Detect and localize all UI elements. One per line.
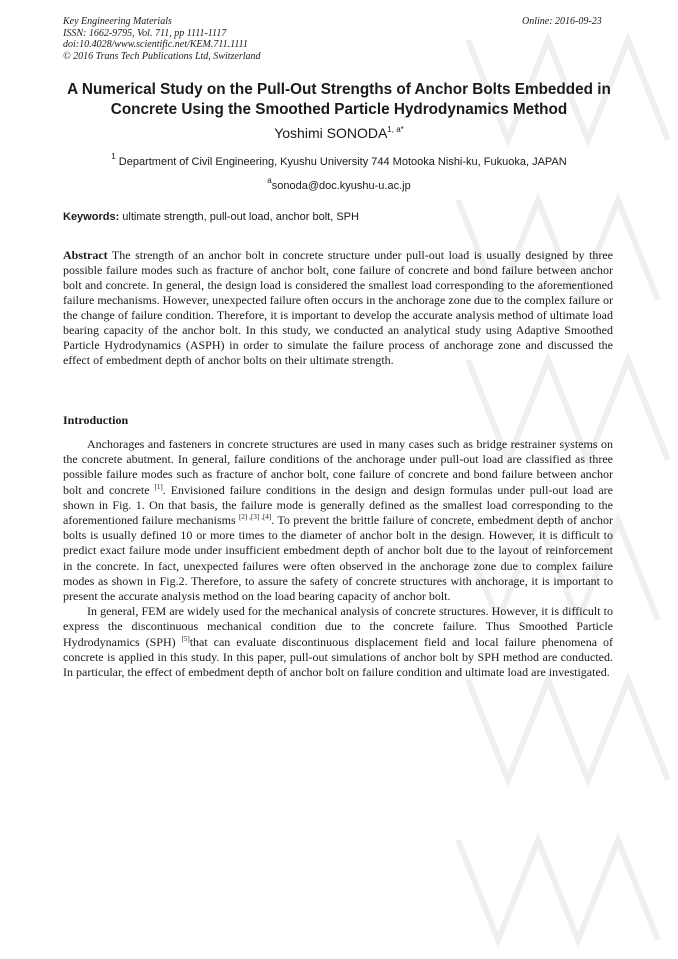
keywords [63,211,359,223]
doi-line: doi:10.4028/www.scientific.net/KEM.711.1111 [63,39,248,50]
intro-p1-text-a: Anchorages and fasteners in concrete structures are used in many cases such as bridge restrainer systems on the concrete abutment. In general, failure conditions of the anchorage under pull-out load are classified as three possible failure modes such as fracture of anchor bolt, cone failure of concrete and bond failure between anchor bolt and concrete [63,437,613,497]
issn-line: ISSN: 1662-9795, Vol. 711, pp 1111-1117 [63,27,227,39]
paper-title: A Numerical Study on the Pull-Out Strengths of Anchor Bolts Embedded in Concrete Using the Smoothed Particle Hydrodynamics Method [67,81,611,118]
affiliation-mark: 1 [111,152,116,161]
intro-paragraph-1 [63,437,613,604]
introduction-body [63,437,613,680]
intro-p2-text-a: In general, FEM are widely used for the mechanical analysis of concrete structures. However, it is difficult to express the discontinuous mechanical condition due to the concrete failure. Thus Smoothed Particle Hydrodynamics (SPH) [63,604,613,649]
author-marks: 1, a* [387,125,404,134]
author-name: Yoshimi SONODA [274,125,388,141]
affiliation-text: Department of Civil Engineering, Kyushu University 744 Motooka Nishi-ku, Fukuoka, JAPAN [115,156,567,168]
abstract [63,248,613,368]
journal-name: Key Engineering Materials [63,16,172,27]
keywords-text: ultimate strength, pull-out load, anchor bolt, SPH [119,211,359,223]
citation-ref-1[interactable]: [1] [154,482,163,491]
section-heading-introduction: Introduction [63,413,129,427]
author-line [0,125,678,141]
online-date: Online: 2016-09-23 [522,16,602,27]
keywords-label: Keywords: [63,211,120,223]
intro-paragraph-2 [63,604,613,680]
email-line [0,176,678,192]
copyright-line: © 2016 Trans Tech Publications Ltd, Switzerland [63,50,261,62]
email-mark: a [267,176,272,185]
email-address[interactable]: sonoda@doc.kyushu-u.ac.jp [271,180,411,192]
intro-p2-text-b: that can evaluate discontinuous displacement field and local failure phenomena of concrete is applied in this study. In this paper, pull-out simulations of anchor bolt by SPH method are conducted. In particular, the effect of embedment depth of anchor bolt on failure condition and ultimate load are investigated. [63,634,613,680]
citation-ref-5[interactable]: [5] [181,634,190,643]
intro-p1-text-c: . To prevent the brittle failure of concrete, embedment depth of anchor bolts is usually defined 10 or more times to the diameter of anchor bolt in the design. However, it is difficult to predict exact failure mode under insufficient embedment depth of anchor bolt due to the layout of reinforcement in the concrete. In fact, unexpected failures were often observed in the anchorage zone due to complex failure modes as shown in Fig.2. Therefore, to assure the safety of concrete structures with anchorage, it is important to present the accurate analysis method on the load bearing capacity of anchor bolt. [63,513,613,604]
journal-header [63,16,261,62]
citation-ref-2-4[interactable]: [2] ,[3] ,[4] [239,513,272,522]
abstract-text: The strength of an anchor bolt in concrete structure under pull-out load is usually designed by three possible failure modes such as fracture of anchor bolt, cone failure of concrete and bond failure between anchor bolt and concrete. In general, the design load is considered the smallest load corresponding to the aforementioned failure mechanisms. However, unexpected failure often occurs in the anchorage zone due to the complex failure or the change of failure condition. Therefore, it is important to develop the accurate analysis method of ultimate load bearing capacity of the anchor bolt. In this study, we conducted an analytical study using Adaptive Smoothed Particle Hydrodynamics (ASPH) in order to simulate the failure process of anchorage zone and discussed the effect of embedment depth of anchor bolts on their ultimate strength. [63,248,613,367]
affiliation [0,152,678,168]
intro-p1-text-b: . Envisioned failure conditions in the design and design formulas under pull-out load are shown in Fig. 1. On that basis, the failure mode is generally defined as the smallest load corresponding to the aforementioned failure mechanisms [63,482,613,528]
abstract-label: Abstract [63,248,108,262]
